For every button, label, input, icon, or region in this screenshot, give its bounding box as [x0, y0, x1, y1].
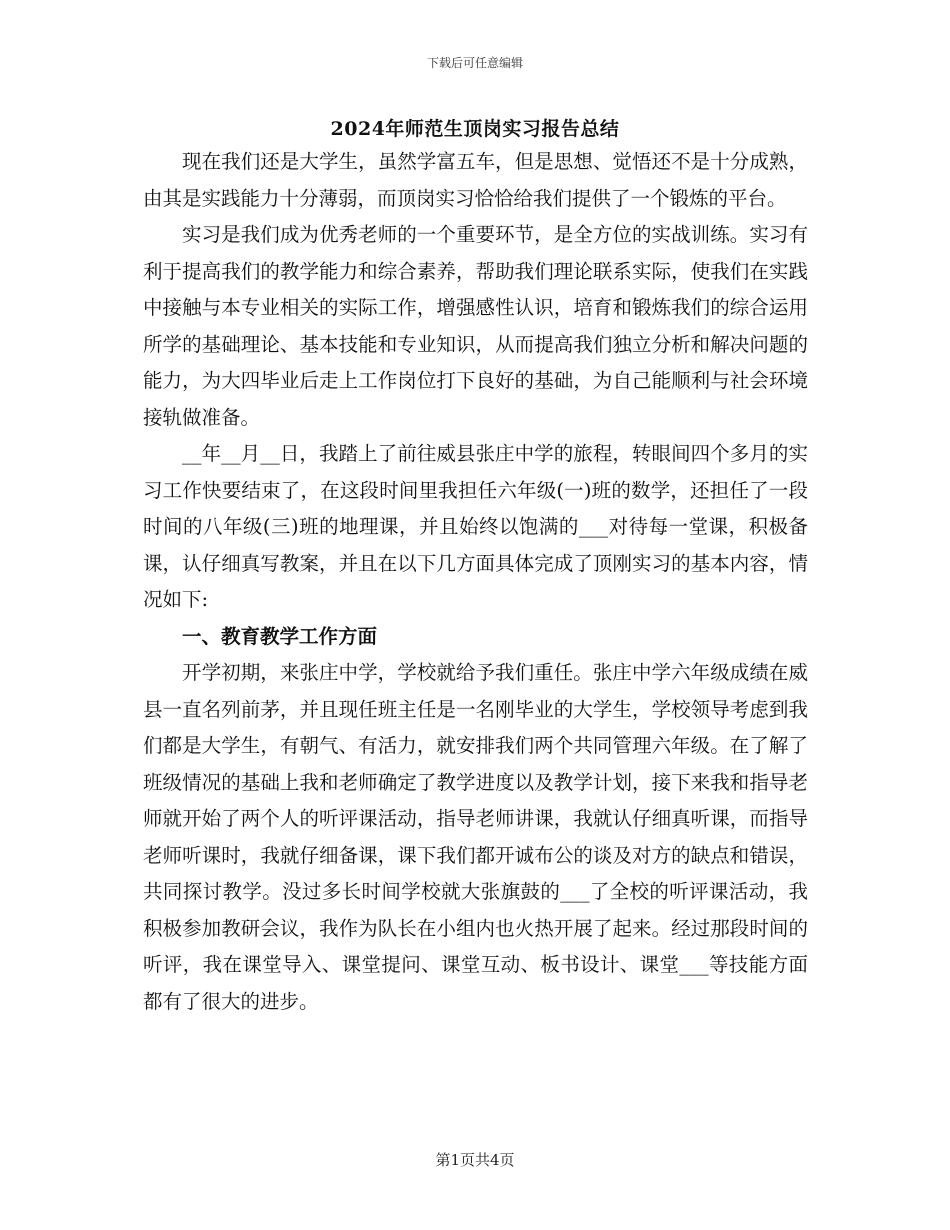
- paragraph-internship-importance: 实习是我们成为优秀老师的一个重要环节，是全方位的实战训练。实习有利于提高我们的教学能力和综合素养，帮助我们理论联系实际，使我们在实践中接触与本专业相关的实际工作，增强感性认识，培育和锻炼我们的综合运用所学的基础理论、基本技能和专业知识，从而提高我们独立分析和解决问题的能力，为大四毕业后走上工作岗位打下良好的基础，为自己能顺利与社会环境接轨做准备。: [143, 223, 808, 429]
- document-body: [143, 144, 808, 1020]
- paragraph-intro: 现在我们还是大学生，虽然学富五车，但是思想、觉悟还不是十分成熟，由其是实践能力十分薄弱，而顶岗实习恰恰给我们提供了一个锻炼的平台。: [143, 150, 808, 210]
- document-title: 2024年师范生顶岗实习报告总结: [330, 118, 620, 140]
- section-heading-teaching: 一、教育教学工作方面: [182, 624, 378, 648]
- page-number: 第1页共4页: [435, 1151, 515, 1169]
- paragraph-internship-overview: __年__月__日，我踏上了前往威县张庄中学的旅程，转眼间四个多月的实习工作快要结束了，在这段时间里我担任六年级(一)班的数学，还担任了一段时间的八年级(三)班的地理课，并且始终以饱满的___对待每一堂课，积极备课，认仔细真写教案，并且在以下几方面具体完成了顶刚实习的基本内容，情况如下:: [143, 442, 808, 611]
- paragraph-teaching-work: 开学初期，来张庄中学，学校就给予我们重任。张庄中学六年级成绩在威县一直名列前茅，并且现任班主任是一名刚毕业的大学生，学校领导考虑到我们都是大学生，有朝气、有活力，就安排我们两个共同管理六年级。在了解了班级情况的基础上我和老师确定了教学进度以及教学计划，接下来我和指导老师就开始了两个人的听评课活动，指导老师讲课，我就认仔细真听课，而指导老师听课时，我就仔细备课，课下我们都开诚布公的谈及对方的缺点和错误，共同探讨教学。没过多长时间学校就大张旗鼓的___了全校的听评课活动，我积极参加教研会议，我作为队长在小组内也火热开展了起来。经过那段时间的听评，我在课堂导入、课堂提问、课堂互动、板书设计、课堂___等技能方面都有了很大的进步。: [143, 661, 808, 1013]
- header-note: 下载后可任意编辑: [426, 56, 523, 70]
